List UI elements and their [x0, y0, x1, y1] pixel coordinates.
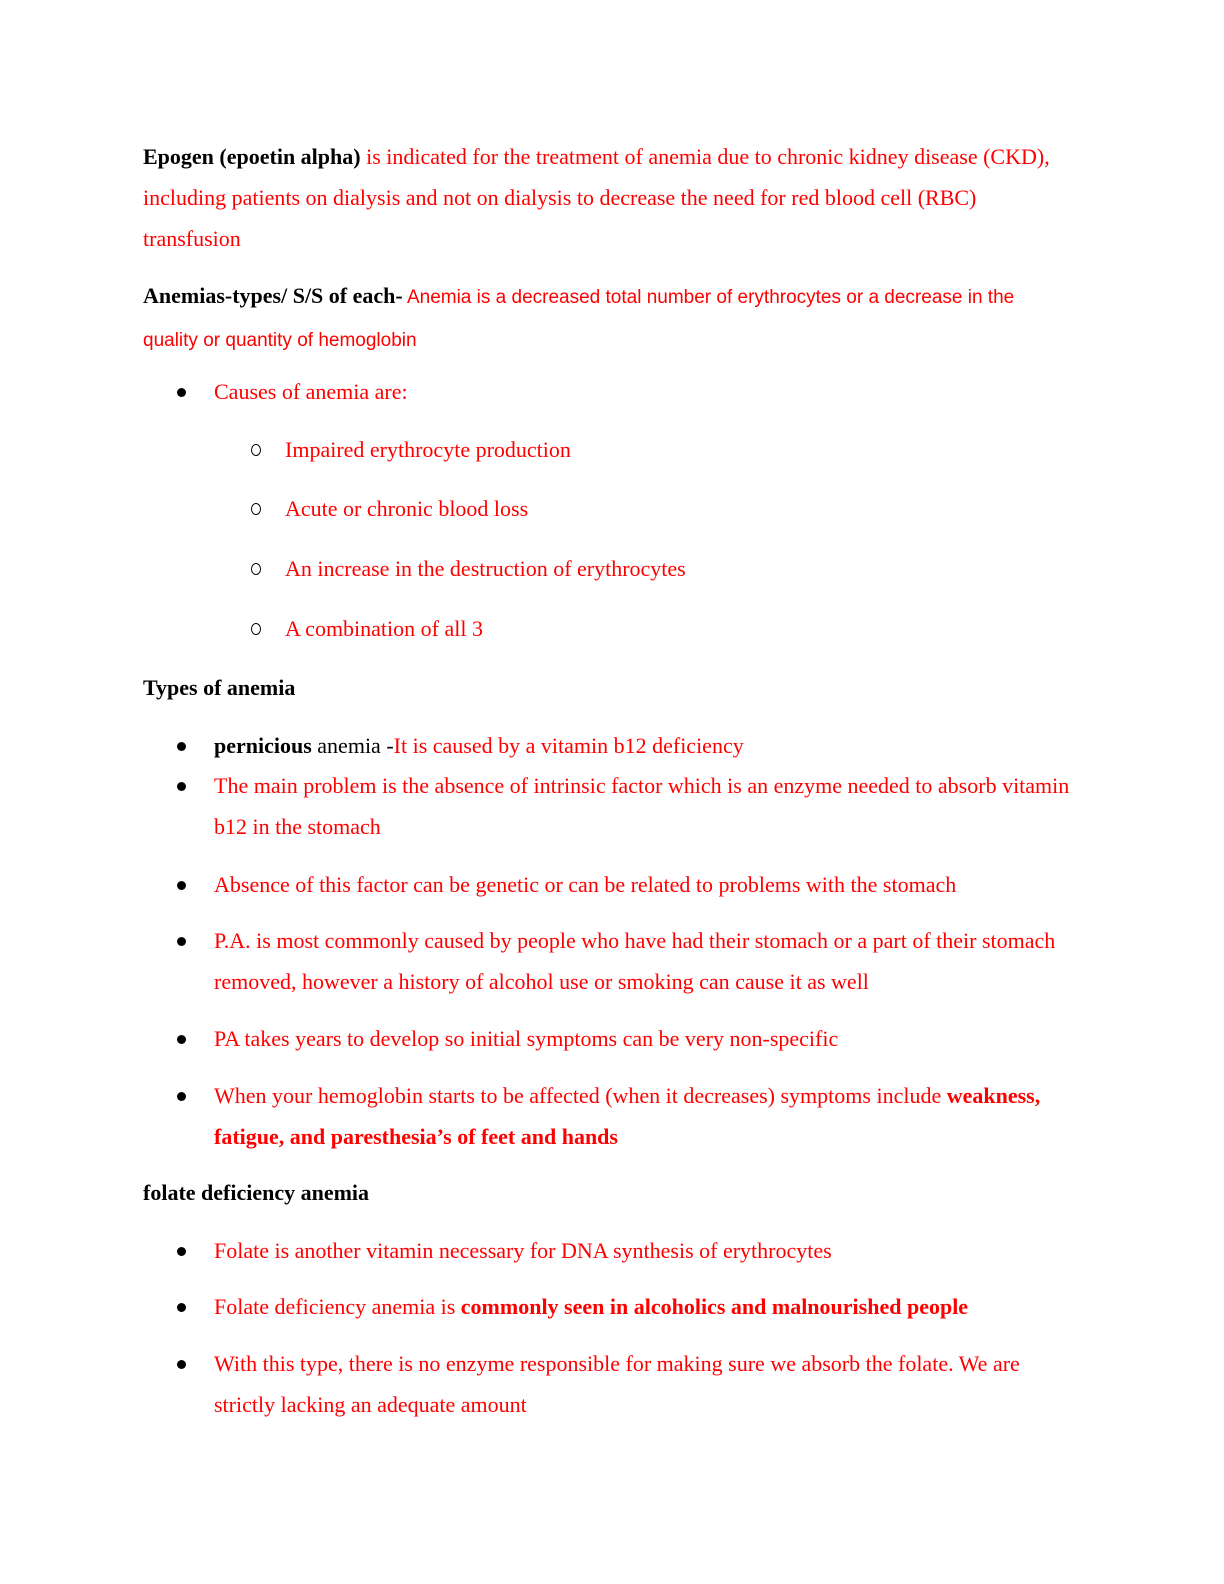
bullet-icon	[176, 388, 190, 402]
bullet-icon	[176, 937, 190, 951]
circle-bullet-icon	[251, 444, 263, 456]
folate-heading: folate deficiency anemia	[143, 1180, 370, 1205]
symptoms-bullet	[214, 1075, 1084, 1157]
bullet-icon	[176, 881, 190, 895]
bullet-icon	[176, 782, 190, 796]
pernicious-bullet: P.A. is most commonly caused by people who have had their stomach or a part of their stomach removed, however a history of alcohol use or smoking can cause it as well	[214, 928, 1056, 994]
cause-item: A combination of all 3	[285, 616, 483, 641]
anemias-text: Anemia is a decreased total number of erythrocytes or a decrease in the quality or quantity of hemoglobin	[143, 287, 1015, 351]
types-heading: Types of anemia	[143, 675, 296, 700]
bullet-icon	[176, 1247, 190, 1261]
bullet-icon	[176, 1035, 190, 1049]
pernicious-item	[214, 725, 1084, 766]
epogen-title: Epogen (epoetin alpha)	[143, 144, 361, 169]
bullet-icon	[176, 1303, 190, 1317]
pernicious-bullet: Absence of this factor can be genetic or can be related to problems with the stomach	[214, 872, 957, 897]
pernicious-bullet: PA takes years to develop so initial symptoms can be very non-specific	[214, 1026, 839, 1051]
epogen-paragraph	[143, 136, 1073, 259]
cause-item: Impaired erythrocyte production	[285, 437, 571, 462]
folate-bullet-text: Folate deficiency anemia is	[214, 1294, 461, 1319]
bullet-icon	[176, 1092, 190, 1106]
circle-bullet-icon	[251, 623, 263, 635]
folate-bullet: Folate is another vitamin necessary for DNA synthesis of erythrocytes	[214, 1238, 832, 1263]
cause-item: An increase in the destruction of erythrocytes	[285, 556, 686, 581]
circle-bullet-icon	[251, 563, 263, 575]
bullet-icon	[176, 742, 190, 756]
folate-bullet: With this type, there is no enzyme responsible for making sure we absorb the folate. We are strictly lacking an adequate amount	[214, 1351, 1020, 1417]
bullet-icon	[176, 1360, 190, 1374]
anemias-title: Anemias-types/ S/S of each-	[143, 283, 403, 308]
symptoms-bold: weakness, fatigue, and paresthesia’s of feet and hands	[214, 1083, 1041, 1149]
folate-bullet	[214, 1286, 1084, 1327]
folate-bullet-bold: commonly seen in alcoholics and malnourished people	[460, 1294, 969, 1319]
circle-bullet-icon	[251, 503, 263, 515]
epogen-text: is indicated for the treatment of anemia due to chronic kidney disease (CKD), including patients on dialysis and not on dialysis to decrease the need for red blood cell (RBC) transfusion	[143, 144, 1050, 251]
cause-item: Acute or chronic blood loss	[285, 496, 529, 521]
pernicious-term: pernicious	[214, 733, 312, 758]
pernicious-plain: anemia -	[311, 733, 394, 758]
causes-label: Causes of anemia are:	[214, 379, 408, 404]
anemias-paragraph	[143, 275, 1073, 361]
pernicious-bullet: The main problem is the absence of intrinsic factor which is an enzyme needed to absorb vitamin b12 in the stomach	[214, 773, 1070, 839]
pernicious-cause: It is caused by a vitamin b12 deficiency	[393, 733, 744, 758]
symptoms-text: When your hemoglobin starts to be affected (when it decreases) symptoms include	[214, 1083, 947, 1108]
